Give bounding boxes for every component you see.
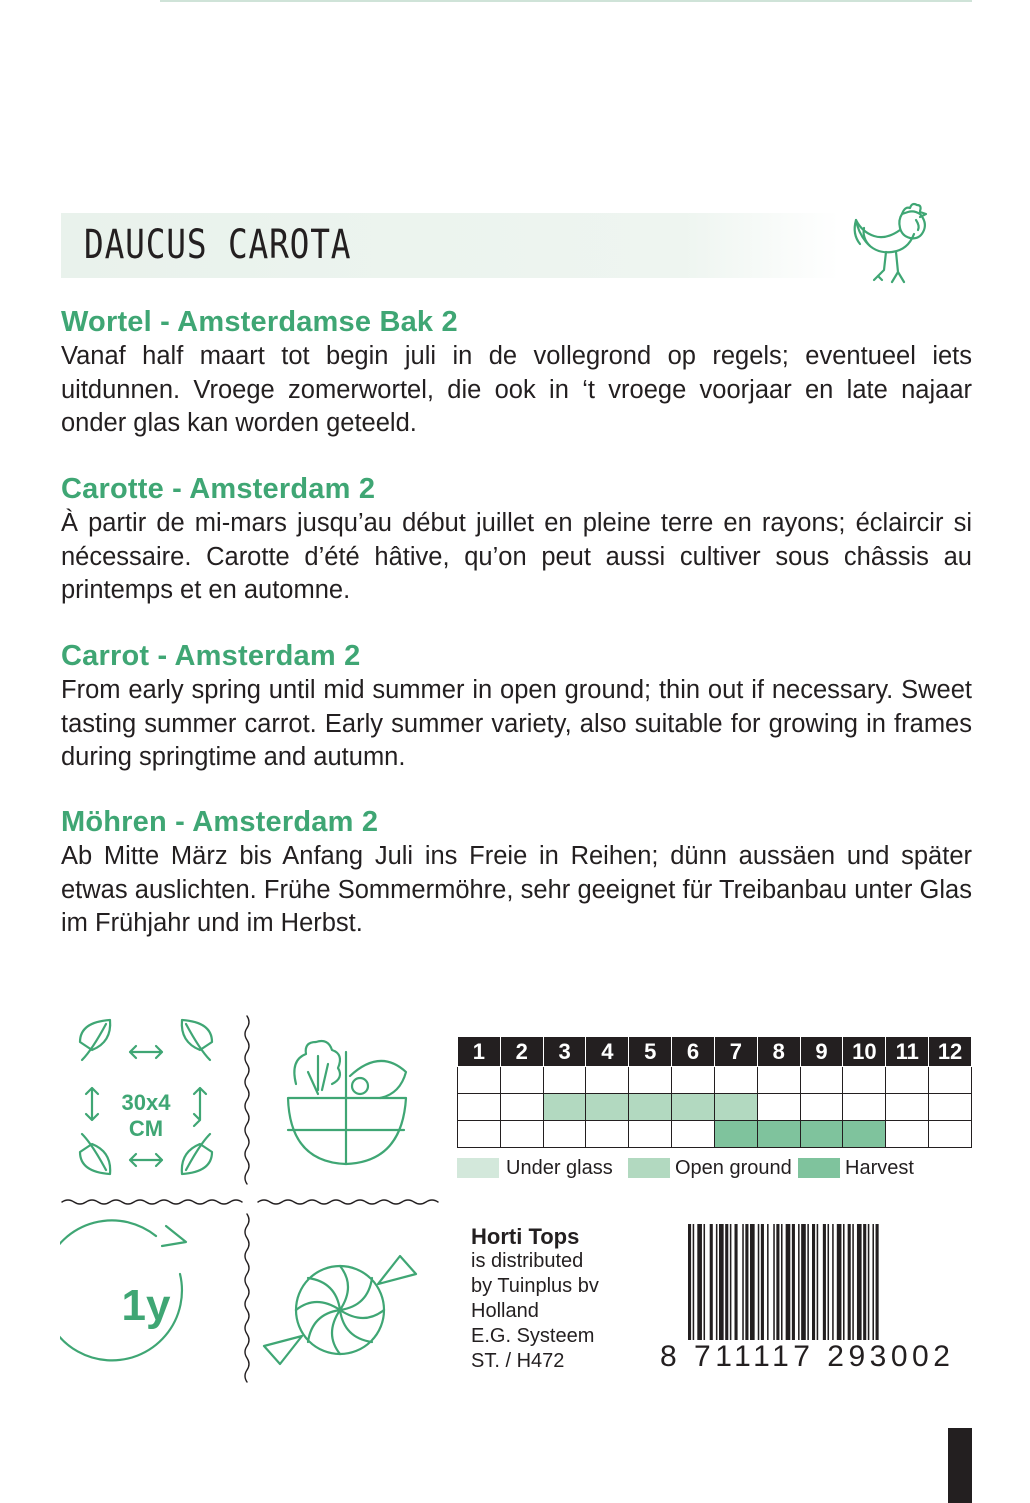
- calendar-row-harvest: [458, 1121, 972, 1148]
- barcode-bar: [801, 1224, 806, 1346]
- month-header: 12: [929, 1037, 972, 1067]
- calendar-cell-open-ground: [714, 1094, 757, 1121]
- barcode-number: 8 711117 293002: [660, 1340, 955, 1373]
- month-header: 5: [629, 1037, 672, 1067]
- month-header: 4: [586, 1037, 629, 1067]
- barcode-bar: [761, 1224, 764, 1346]
- calendar-cell-open-ground: [800, 1094, 843, 1121]
- barcode-bar: [817, 1224, 819, 1346]
- leaf-icon: [80, 1134, 110, 1174]
- barcode-bar: [868, 1224, 870, 1346]
- barcode-bar: [852, 1224, 854, 1346]
- section-french: [61, 471, 972, 608]
- calendar-cell-harvest: [929, 1121, 972, 1148]
- calendar-cell-harvest: [629, 1121, 672, 1148]
- leaf-icon: [182, 1134, 212, 1174]
- calendar-row-under-glass: [458, 1067, 972, 1094]
- top-divider: [160, 0, 972, 2]
- barcode-bar: [843, 1224, 845, 1346]
- arrow-vertical-icon: [86, 1088, 98, 1120]
- distributor-line: E.G. Systeem: [471, 1325, 595, 1347]
- barcode-bar: [832, 1224, 834, 1346]
- calendar-cell-open-ground: [757, 1094, 800, 1121]
- barcode-bar: [745, 1224, 748, 1346]
- barcode-bar: [807, 1224, 809, 1346]
- vegetable-bowl-icon: [288, 1041, 406, 1164]
- barcode-bar: [823, 1224, 826, 1346]
- barcode-bar: [742, 1224, 744, 1346]
- divider-horizontal: [62, 1200, 242, 1204]
- calendar-cell-open-ground: [672, 1094, 715, 1121]
- spacing-unit: CM: [128, 1116, 164, 1141]
- legend-swatch-harvest: [798, 1158, 840, 1178]
- barcode-bar: [704, 1224, 706, 1346]
- calendar-cell-under-glass: [929, 1067, 972, 1094]
- calendar-cell-open-ground: [843, 1094, 886, 1121]
- arrow-horizontal-icon: [130, 1154, 162, 1166]
- legend-label-harvest: Harvest: [845, 1157, 914, 1179]
- section-heading: Carotte - Amsterdam 2: [61, 473, 376, 505]
- barcode-bar: [776, 1224, 779, 1346]
- barcode-bar: [758, 1224, 760, 1346]
- barcode-bar: [848, 1224, 851, 1346]
- care-icons: [60, 1012, 440, 1402]
- calendar-cell-harvest: [543, 1121, 586, 1148]
- arrow-vertical-icon: [194, 1088, 206, 1126]
- section-heading: Carrot - Amsterdam 2: [61, 640, 361, 672]
- leaf-icon: [80, 1020, 110, 1060]
- latin-name-title: DAUCUS CAROTA: [84, 222, 352, 268]
- section-dutch: [61, 304, 972, 441]
- calendar-cell-harvest: [500, 1121, 543, 1148]
- barcode-bar: [767, 1224, 769, 1346]
- calendar-cell-under-glass: [458, 1067, 501, 1094]
- calendar-cell-under-glass: [886, 1067, 929, 1094]
- divider-vertical: [245, 1214, 249, 1382]
- barcode-bar: [837, 1224, 842, 1346]
- distributor-line: is distributed: [471, 1250, 584, 1272]
- corner-mark: [948, 1428, 972, 1503]
- divider-vertical: [245, 1016, 249, 1184]
- month-header: 7: [714, 1037, 757, 1067]
- distributor-line: ST. / H472: [471, 1350, 565, 1372]
- section-body: Vanaf half maart tot begin juli in de vollegrond op regels; eventueel iets uitdunnen. Vroege zomerwortel, die ook in ‘t vroege voorjaar en late najaar onder glas kan worden geteeld.: [61, 342, 972, 437]
- rooster-icon: [850, 200, 930, 295]
- distributor-info: [471, 1224, 599, 1374]
- barcode-bar: [812, 1224, 815, 1346]
- barcode-bar: [697, 1224, 702, 1346]
- calendar-cell-under-glass: [629, 1067, 672, 1094]
- legend-label-open-ground: Open ground: [675, 1157, 792, 1179]
- calendar-cell-under-glass: [672, 1067, 715, 1094]
- month-header: 8: [757, 1037, 800, 1067]
- calendar-cell-open-ground: [543, 1094, 586, 1121]
- section-body: From early spring until mid summer in open ground; thin out if necessary. Sweet tasting summer carrot. Early summer variety, also suitable for growing in frames during springtime and autumn.: [61, 676, 972, 771]
- calendar-cell-open-ground: [629, 1094, 672, 1121]
- calendar-cell-harvest: [714, 1121, 757, 1148]
- section-english: [61, 638, 972, 775]
- month-header: 1: [458, 1037, 501, 1067]
- calendar-cell-under-glass: [843, 1067, 886, 1094]
- barcode-bar: [773, 1224, 775, 1346]
- month-header: 10: [843, 1037, 886, 1067]
- calendar-cell-harvest: [843, 1121, 886, 1148]
- month-header: 11: [886, 1037, 929, 1067]
- legend-swatch-under-glass: [457, 1158, 499, 1178]
- calendar-cell-under-glass: [586, 1067, 629, 1094]
- barcode-bar: [719, 1224, 724, 1346]
- barcode-bar: [828, 1224, 830, 1346]
- calendar-cell-under-glass: [757, 1067, 800, 1094]
- section-german: [61, 804, 972, 941]
- calendar-cell-under-glass: [800, 1067, 843, 1094]
- barcode-bar: [716, 1224, 718, 1346]
- sowing-calendar: [457, 1036, 972, 1148]
- section-body: Ab Mitte März bis Anfang Juli ins Freie in Reihen; dünn aussäen und später etwas auslichten. Frühe Sommermöhre, sehr geeignet für Treibanbau unter Glas im Frühjahr und im Herbst.: [61, 842, 972, 937]
- leaf-icon: [182, 1020, 212, 1060]
- calendar-cell-harvest: [458, 1121, 501, 1148]
- calendar-cell-open-ground: [500, 1094, 543, 1121]
- barcode-bar: [735, 1224, 738, 1346]
- arrow-horizontal-icon: [130, 1046, 162, 1058]
- month-header: 6: [672, 1037, 715, 1067]
- legend-swatch-open-ground: [628, 1158, 670, 1178]
- distributor-line: by Tuinplus bv: [471, 1275, 599, 1297]
- calendar-cell-open-ground: [929, 1094, 972, 1121]
- section-heading: Möhren - Amsterdam 2: [61, 806, 379, 838]
- month-header: 3: [543, 1037, 586, 1067]
- calendar-cell-harvest: [886, 1121, 929, 1148]
- barcode-bar: [872, 1224, 874, 1346]
- barcode-bar: [798, 1224, 800, 1346]
- brand-name: Horti Tops: [471, 1224, 580, 1249]
- calendar-cell-harvest: [672, 1121, 715, 1148]
- spacing-label: 30x4: [121, 1090, 171, 1115]
- barcode-bar: [863, 1224, 866, 1346]
- calendar-cell-open-ground: [586, 1094, 629, 1121]
- lifecycle-label: 1y: [121, 1281, 171, 1330]
- barcode-bar: [750, 1224, 755, 1346]
- distributor-line: Holland: [471, 1300, 539, 1322]
- calendar-cell-under-glass: [714, 1067, 757, 1094]
- legend-label-under-glass: Under glass: [506, 1157, 613, 1179]
- calendar-cell-under-glass: [500, 1067, 543, 1094]
- month-header: 2: [500, 1037, 543, 1067]
- calendar-cell-under-glass: [543, 1067, 586, 1094]
- calendar-cell-harvest: [586, 1121, 629, 1148]
- calendar-cell-open-ground: [886, 1094, 929, 1121]
- barcode-bar: [710, 1224, 713, 1346]
- calendar-cell-harvest: [757, 1121, 800, 1148]
- calendar-legend: [457, 1156, 972, 1186]
- calendar-row-open-ground: [458, 1094, 972, 1121]
- barcode-bar: [725, 1224, 728, 1346]
- section-heading: Wortel - Amsterdamse Bak 2: [61, 306, 458, 338]
- calendar-cell-open-ground: [458, 1094, 501, 1121]
- divider-horizontal: [258, 1200, 438, 1204]
- barcode-bar: [857, 1224, 862, 1346]
- sweetness-candy-icon: [264, 1256, 416, 1364]
- month-header: 9: [800, 1037, 843, 1067]
- barcode-bar: [730, 1224, 732, 1346]
- calendar-cell-harvest: [800, 1121, 843, 1148]
- section-body: À partir de mi-mars jusqu’au début juillet en pleine terre en rayons; éclaircir si nécessaire. Carotte d’été hâtive, qu’on peut aussi cultiver sous châssis au printemps et en automne.: [61, 509, 972, 604]
